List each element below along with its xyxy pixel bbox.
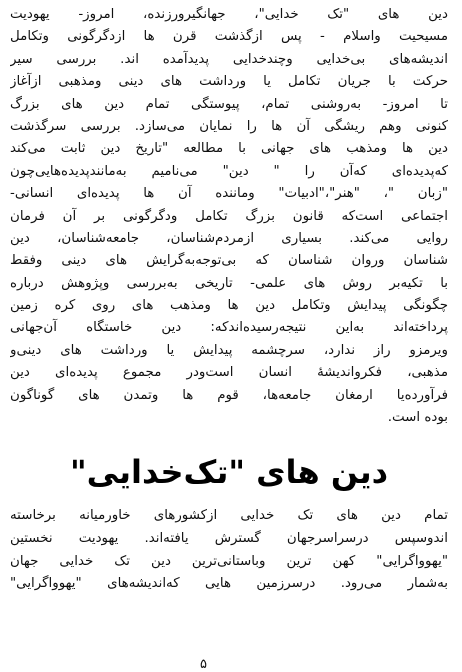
text-line: اندیشه‌های بی‌خدایی وچندخدایی پدیدآمده اند. بررسی سیر (10, 51, 448, 67)
text-line: حرکت با جریان تکامل یا ورداشت های دینی ومذهبی ازآغاز (10, 74, 448, 90)
text-line: دین ها ومذهب های جهانی با مطالعه "تاریخ دین ثابت می‌کند (10, 141, 448, 157)
section-heading: دین های "تک‌خدایی" (69, 453, 389, 492)
body-paragraph-1 (10, 4, 448, 429)
text-line: شناسان وروان شناسان که بی‌توجه‌به‌گرایش های دینی وفقط (10, 253, 448, 269)
text-line: بوده است. (387, 410, 448, 426)
text-line: دین های "تک خدایی"، جهانگیرورزنده، امروز- یهودیت (10, 7, 448, 22)
text-line: "زبان "، "هنر"،"ادبیات" وماننده آن ها پدیده‌ای انسانی- (10, 186, 448, 202)
text-line: با تکیه‌بر روش های علمی- تاریخی به‌بررسی وپژوهش درباره (10, 275, 448, 291)
text-line: اجتماعی است‌که قانون بزرگ تکامل ودگرگونی بر آن فرمان (10, 208, 448, 224)
text-line: چگونگی پیدایش وتکامل دین ها ومذهب های روی کره زمین (10, 298, 448, 314)
text-line: روایی می‌کند. بسیاری ازمردم‌شناسان، جامعه‌شناسان، دین (10, 230, 448, 246)
text-line: مسیحیت واسلام - پس ازگذشت قرن ها ازدگرگونی وتکامل (10, 29, 448, 45)
text-line: تمام دین های تک خدایی ازکشورهای خاورمیانه برخاسته (10, 508, 448, 524)
text-line: ویرمزو راز ندارد، سرچشمه پیدایش یا ورداشت های دینی‌و (10, 342, 448, 358)
text-line: کنونی وهم ریشگی آن ها را نمایان می‌سازد. بررسی سرگذشت (10, 118, 448, 134)
text-line: که‌پدیده‌ای که‌آن را " دین" می‌نامیم به‌مانندپدیده‌هایی‌چون (10, 163, 448, 179)
text-line: به‌شمار می‌رود. درسرزمین هایی که‌اندیشه‌های "یهوواگرایی" (10, 576, 448, 592)
text-line: اندوسپس درسراسرجهان گسترش یافته‌اند. یهودیت نخستین (10, 531, 448, 547)
text-line: مذهبی، فکروانديشهٔ انسان است‌ودر مجموع پدیده‌ای دین (10, 365, 448, 381)
text-line: "یهوواگرایی" کهن ترین وباستانی‌ترین دین تک خدایی جهان (10, 553, 448, 569)
text-line: پرداخته‌اند به‌این نتیجه‌رسیده‌اندکه: دین خاستگاه آن‌جهانی (10, 320, 448, 336)
text-line: تا امروز- به‌روشنی تمام، پیوستگی تمام دین های بزرگ (10, 96, 448, 112)
body-paragraph-2 (10, 505, 448, 595)
text-line: فرآورده‌یا ارمغان جامعه‌ها، قوم ها وتمدن های گوناگون (10, 387, 448, 403)
page-number: ۵ (200, 657, 207, 672)
